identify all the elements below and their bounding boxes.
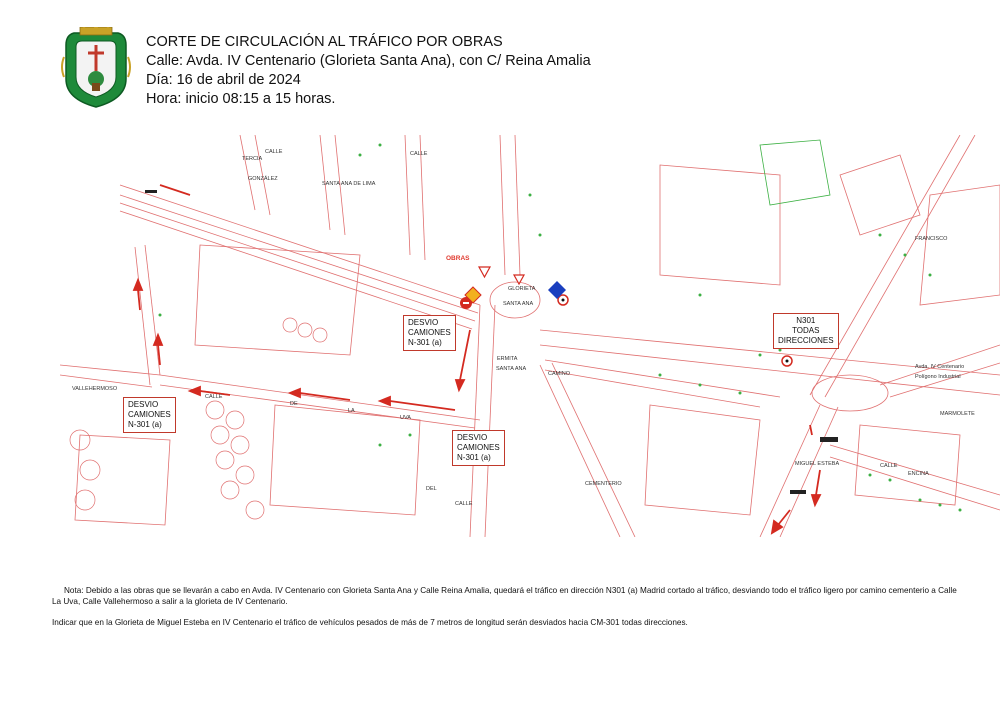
green-dots bbox=[159, 144, 965, 512]
note-heavy-vehicles: Indicar que en la Glorieta de Miguel Esteba en IV Centenario el tráfico de vehículos pesados de más de 7 metros de longitud serán desviados hacia CM-301 todas direcciones. bbox=[52, 618, 688, 627]
street-label: SANTA ANA bbox=[496, 366, 527, 372]
detour-arrows bbox=[134, 185, 820, 533]
desvio-callout-3: DESVIO CAMIONES N-301 (a) bbox=[452, 430, 505, 466]
street-label: FRANCISCO bbox=[915, 236, 948, 242]
street-label: CALLE bbox=[410, 151, 428, 157]
notice-header bbox=[146, 33, 591, 109]
street-label: Avda. IV Centenario bbox=[915, 364, 965, 370]
municipal-crest-logo bbox=[60, 27, 132, 111]
obras-label: OBRAS bbox=[446, 255, 470, 262]
street-label: GONZÁLEZ bbox=[248, 176, 278, 182]
street-label: MARMOLETE bbox=[940, 411, 975, 417]
street-label: TERCIA bbox=[242, 156, 263, 162]
street-label: CALLE bbox=[455, 501, 473, 507]
glorieta-iv-centenario bbox=[812, 375, 888, 411]
desvio-callout-2: DESVIO CAMIONES N-301 (a) bbox=[123, 397, 176, 433]
street-label: Polígono Industrial bbox=[915, 374, 961, 380]
street-label: CEMENTERIO bbox=[585, 481, 622, 487]
street-label: UVA bbox=[400, 415, 411, 421]
notice-date: Día: 16 de abril de 2024 bbox=[146, 72, 301, 88]
desvio-callout-1: DESVIO CAMIONES N-301 (a) bbox=[403, 315, 456, 351]
n301-callout: N301 TODAS DIRECCIONES bbox=[773, 313, 839, 349]
street-label: CALLE bbox=[265, 149, 283, 155]
street-label: VALLEHERMOSO bbox=[72, 386, 118, 392]
street-label: GLORIETA bbox=[508, 286, 536, 292]
street-label: ERMITA bbox=[497, 356, 518, 362]
notice-street: Calle: Avda. IV Centenario (Glorieta Santa Ana), con C/ Reina Amalia bbox=[146, 53, 591, 69]
street-label: MIGUEL ESTEBA bbox=[795, 461, 840, 467]
note-detour: Nota: Debido a las obras que se llevarán a cabo en Avda. IV Centenario con Glorieta Santa Ana y Calle Reina Amalia, quedará el tráfico en dirección N301 (a) Madrid cortado al tráfico, desviando todo el tráfico ligero por camino cementerio a Calle La Uva, Calle Vallehermoso a salir a la glorieta de IV Centenario. bbox=[52, 586, 957, 606]
street-label: CAMINO bbox=[548, 371, 570, 377]
park-area bbox=[760, 140, 830, 205]
tree-circles bbox=[70, 318, 327, 519]
street-label: DEL bbox=[426, 486, 437, 492]
street-label: CALLE bbox=[880, 463, 898, 469]
street-label: LA bbox=[348, 408, 355, 414]
notice-title: CORTE DE CIRCULACIÓN AL TRÁFICO POR OBRAS bbox=[146, 34, 503, 50]
notice-hours: Hora: inicio 08:15 a 15 horas. bbox=[146, 91, 336, 107]
street-label: SANTA ANA bbox=[503, 301, 534, 307]
street-map bbox=[60, 135, 1000, 537]
street-label: SANTA ANA DE LIMA bbox=[322, 181, 376, 187]
street-label: DE bbox=[290, 401, 298, 407]
street-label: CALLE bbox=[205, 394, 223, 400]
street-label: ENCINA bbox=[908, 471, 929, 477]
